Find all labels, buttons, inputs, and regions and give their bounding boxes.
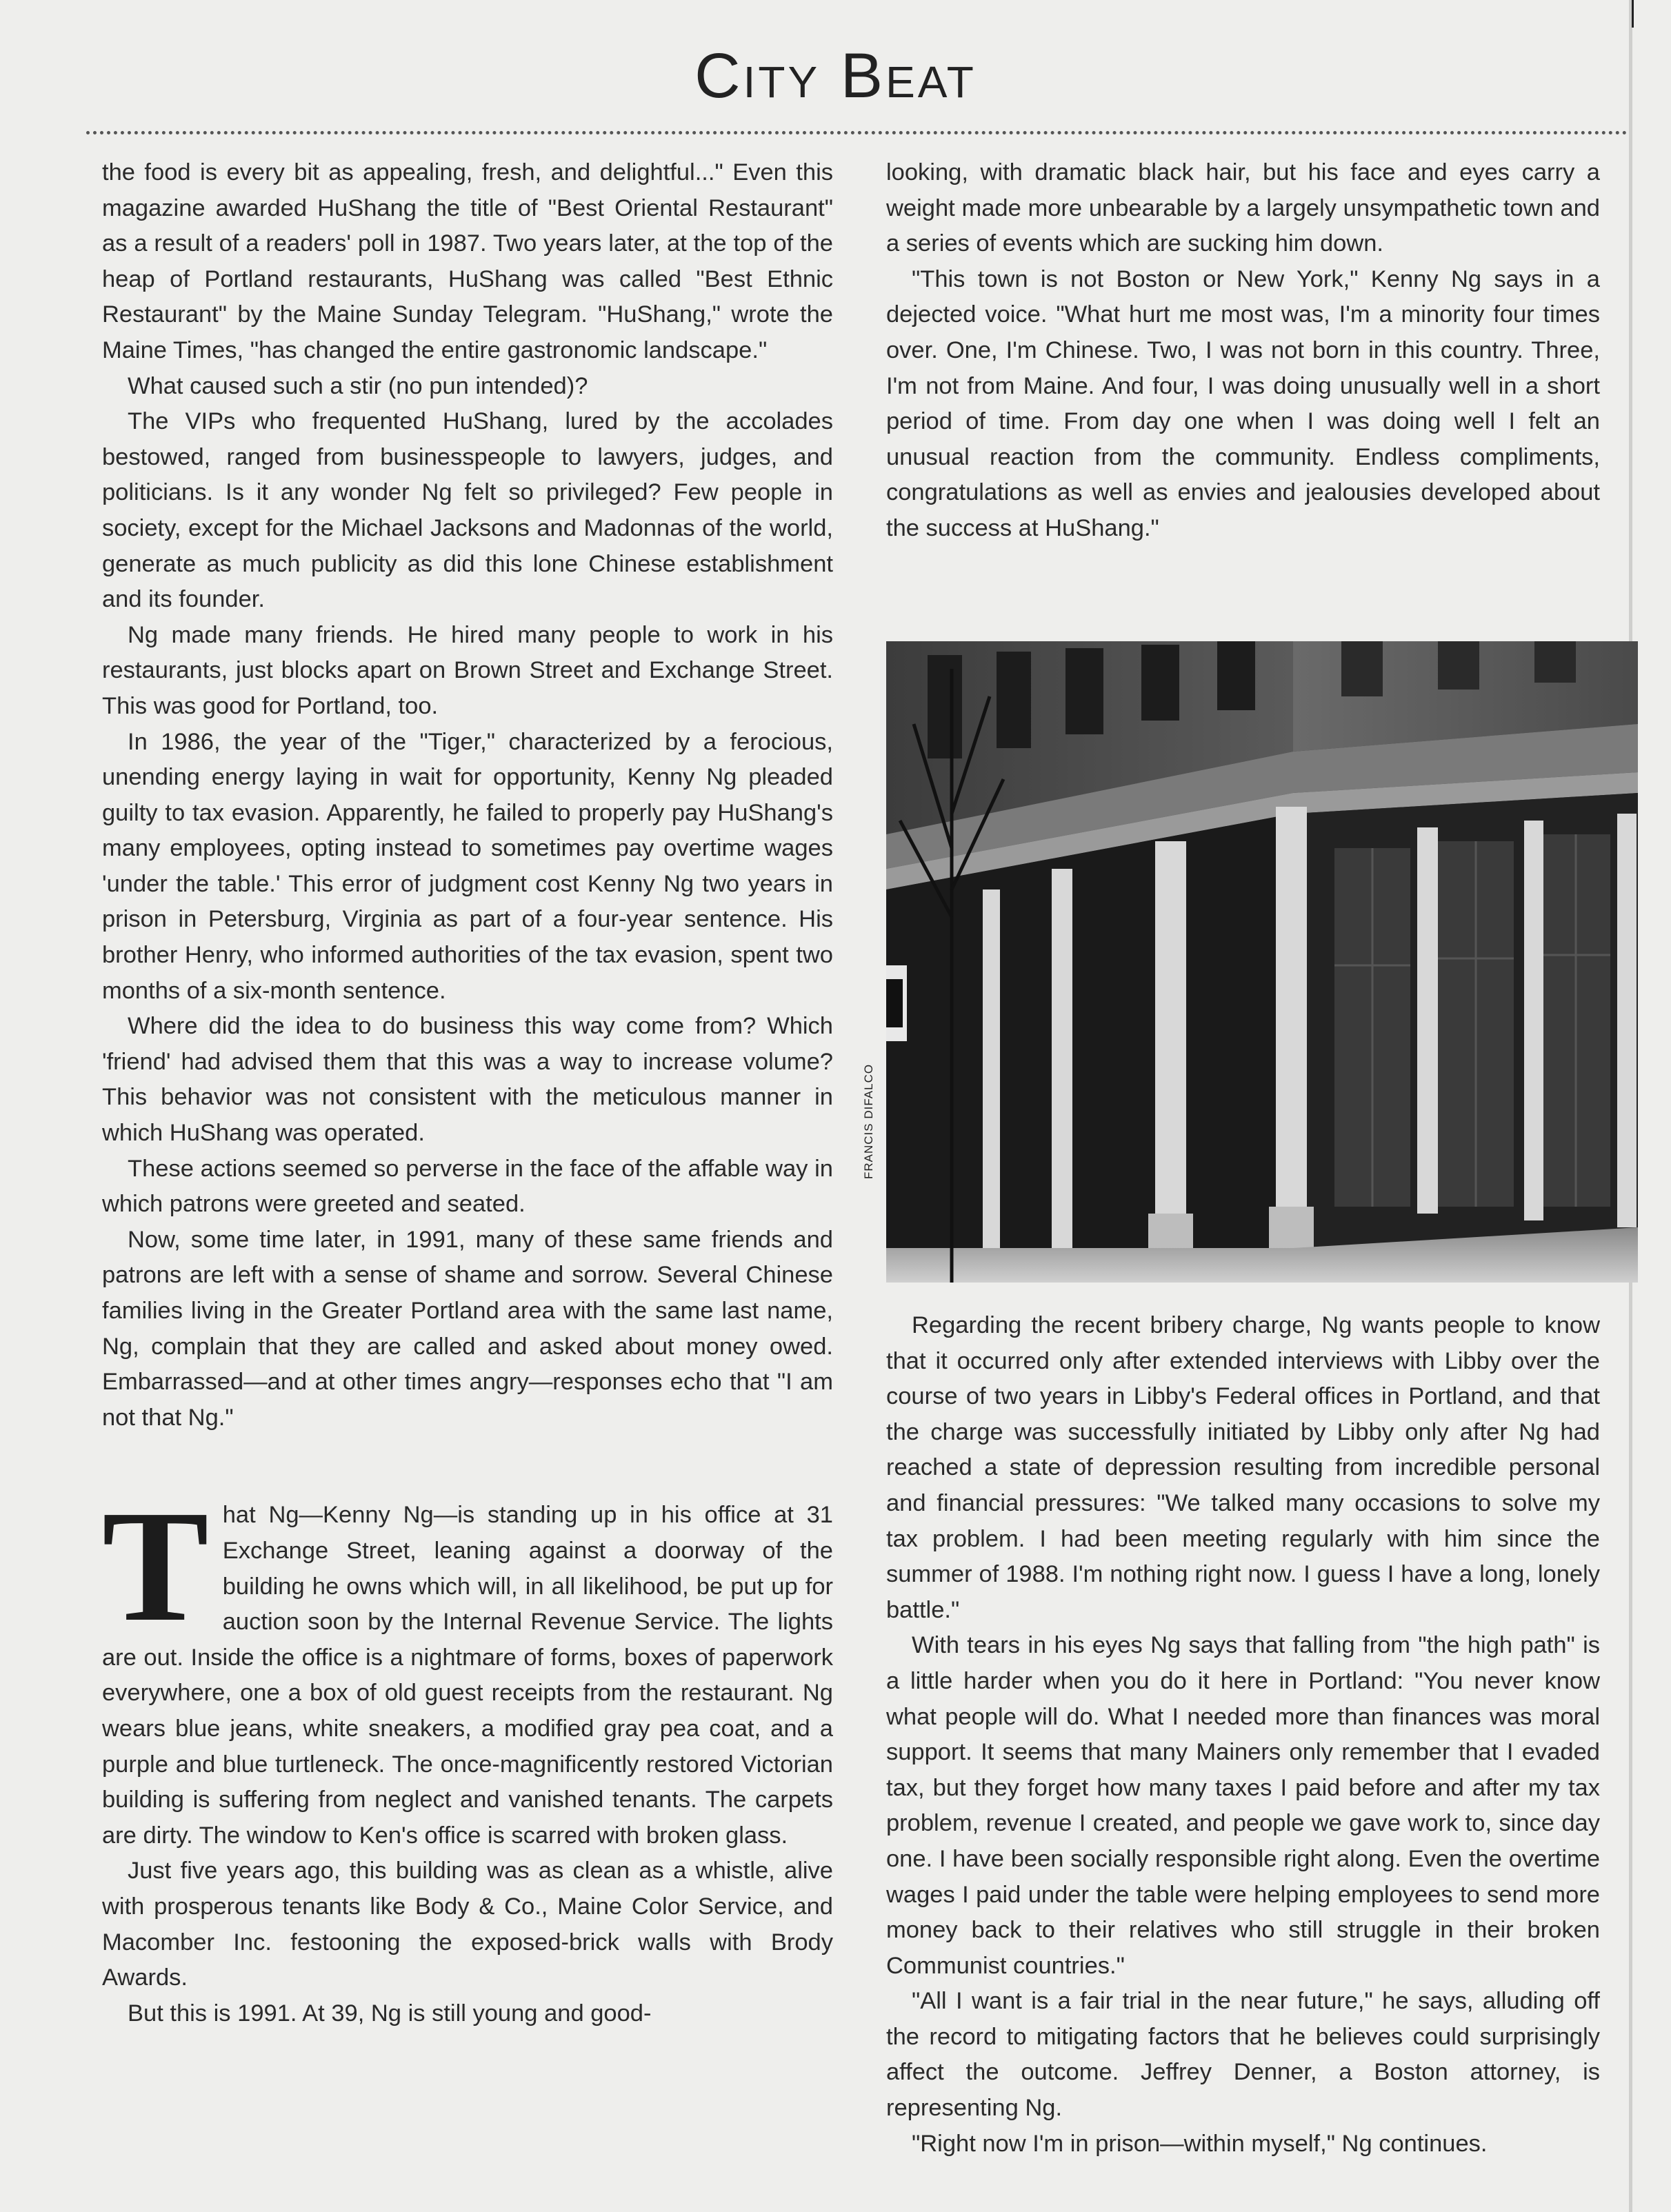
article-paragraph: "This town is not Boston or New York," Kenny Ng says in a dejected voice. "What hurt me most was, I'm a minority four times over. One, I'm Chinese. Two, I was not born in this country. Three, I'm not from Maine. And four, I was doing unusually well in a short period of time. From day one when I was doing well I felt an unusual reaction from the community. Endless compliments, congratulations as well as envies and jealousies developed about the success at HuShang." [886,265,1600,541]
left-column [102,155,833,2031]
dotted-divider [86,131,1628,134]
right-column-top [886,155,1600,547]
article-paragraph: Just five years ago, this building was as clean as a whistle, alive with prosperous tenants like Body & Co., Maine Color Service, and Macomber Inc. festooning the exposed-brick walls with Brody Awards. [102,1858,833,1991]
article-paragraph: Ng made many friends. He hired many people to work in his restaurants, just blocks apart on Brown Street and Exchange Street. This was good for Portland, too. [102,621,833,719]
article-paragraph: "Right now I'm in prison—within myself," Ng continues. [912,2130,1488,2157]
article-paragraph: These actions seemed so perverse in the face of the affable way in which patrons were greeted and seated. [102,1155,833,1218]
article-paragraph: In 1986, the year of the "Tiger," characterized by a ferocious, unending energy laying in wait for opportunity, Kenny Ng pleaded guilty to tax evasion. Apparently, he failed to properly pay HuShang's many employees, opting instead to sometimes pay overtime wages 'under the table.' This error of judgment cost Kenny Ng two years in prison in Petersburg, Virginia as part of a four-year sentence. His brother Henry, who informed authorities of the tax evasion, spent two months of a six-month sentence. [102,728,833,1004]
article-paragraph: But this is 1991. At 39, Ng is still young and good- [128,2000,652,2027]
article-paragraph: What caused such a stir (no pun intended)? [128,372,588,399]
page-edge-mark [1632,0,1634,28]
dropcap-paragraph-text: hat Ng—Kenny Ng—is standing up in his office at 31 Exchange Street, leaning against a doorway of the building he owns which will, in all likelihood, be put up for auction soon by the Internal Revenue Service. The lights are out. Inside the office is a nightmare of forms, boxes of paperwork everywhere, one a box of old guest receipts from the restaurant. Ng wears blue jeans, white sneakers, a modified gray pea coat, and a purple and blue turtleneck. The once-magnificently restored Victorian building is suffering from neglect and vanished tenants. The carpets are dirty. The window to Ken's office is scarred with broken glass. [102,1502,833,1849]
right-column-bottom [886,1308,1600,2162]
dropcap-paragraph [102,1478,833,1853]
article-paragraph: the food is every bit as appealing, fresh, and delightful..." Even this magazine awarded HuShang the title of "Best Oriental Restaurant" as a result of a readers' poll in 1987. Two years later, at the top of the heap of Portland restaurants, HuShang was called "Best Ethnic Restaurant" by the Maine Sunday Telegram. "HuShang," wrote the Maine Times, "has changed the entire gastronomic landscape." [102,159,833,363]
article-paragraph: The VIPs who frequented HuShang, lured by the accolades bestowed, ranged from businesspeople to lawyers, judges, and politicians. Is it any wonder Ng felt so privileged? Few people in society, except for the Michael Jacksons and Madonnas of the world, generate as much publicity as did this lone Chinese establishment and its founder. [102,408,833,613]
article-paragraph: looking, with dramatic black hair, but his face and eyes carry a weight made more unbearable by a largely unsympathetic town and a series of events which are sucking him down. [886,159,1600,257]
drop-cap: T [102,1478,209,1656]
section-break [102,1436,833,1498]
article-paragraph: Now, some time later, in 1991, many of these same friends and patrons are left with a sense of shame and sorrow. Several Chinese families living in the Greater Portland area with the same last name, Ng, complain that they are called and asked about money owed. Embarrassed—and at other times angry—responses echo that "I am not that Ng." [102,1226,833,1431]
photo-credit: FRANCIS DIFALCO [862,1063,875,1179]
section-title: City Beat [694,41,977,111]
article-paragraph: Where did the idea to do business this way come from? Which 'friend' had advised them that this was a way to increase volume? This behavior was not consistent with the meticulous manner in which HuShang was operated. [102,1013,833,1147]
article-paragraph: With tears in his eyes Ng says that falling from "the high path" is a little harder when you do it here in Portland: "You never know what people will do. What I needed more than finances was moral support. It seems that many Mainers only remember that I evaded tax, but they forget how many taxes I paid before and after my tax problem, revenue I created, and people we gave work to, since day one. I have been socially responsible right along. Even the overtime wages I paid under the table were helping employees to send more money back to their relatives who still struggle in their broken Communist countries." [886,1632,1600,1979]
article-paragraph: Regarding the recent bribery charge, Ng wants people to know that it occurred only after extended interviews with Libby over the course of two years in Libby's Federal offices in Portland, and that the charge was successfully initiated by Libby only after Ng had reached a state of depression resulting from incredible personal and financial pressures: "We talked many occasions to solve my tax problem. I had been meeting regularly with him since the summer of 1988. I'm nothing right now. I guess I have a long, lonely battle." [886,1312,1600,1623]
building-photo [886,641,1638,1283]
page-header [0,40,1671,116]
article-paragraph: "All I want is a fair trial in the near future," he says, alluding off the record to mitigating factors that he believes could surprisingly affect the outcome. Jeffrey Denner, a Boston attorney, is representing Ng. [886,1988,1600,2122]
